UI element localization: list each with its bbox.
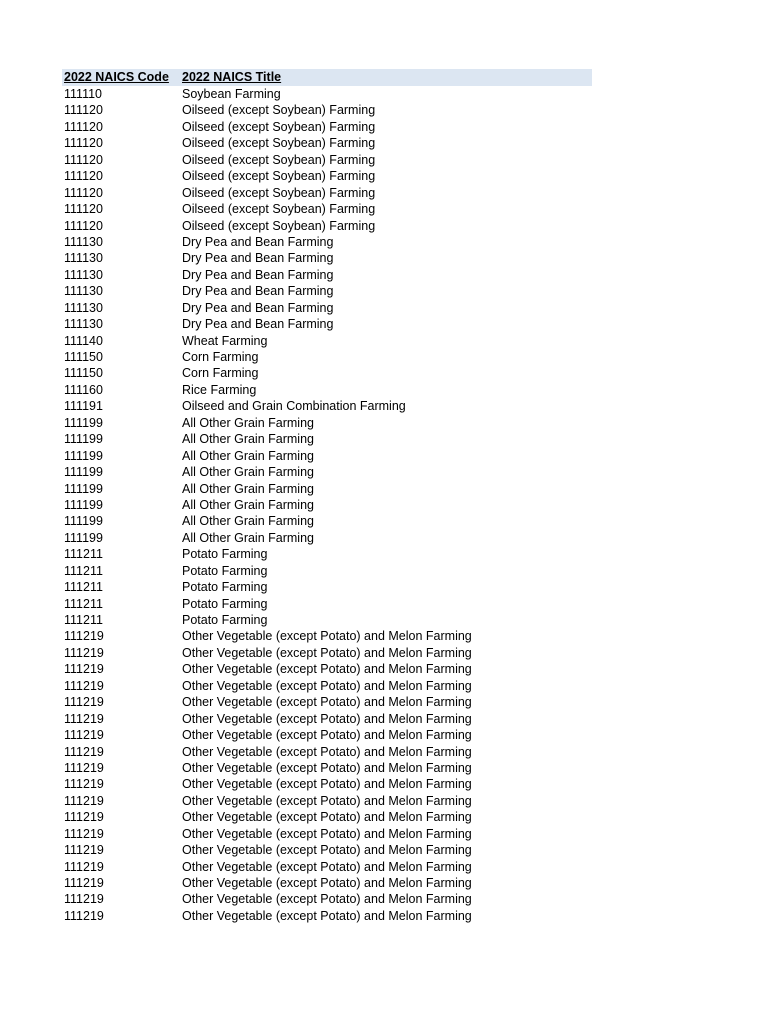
naics-code-cell: 111219 <box>64 645 104 660</box>
naics-title-cell: Oilseed (except Soybean) Farming <box>182 218 376 233</box>
naics-title-cell: Other Vegetable (except Potato) and Melon Farming <box>182 892 472 907</box>
table-row <box>62 809 592 825</box>
naics-code-cell: 111110 <box>64 87 103 101</box>
table-row <box>62 250 592 266</box>
table-row <box>62 218 592 234</box>
table-row <box>62 448 592 464</box>
naics-title-cell: Other Vegetable (except Potato) and Melon Farming <box>182 678 472 693</box>
naics-title-cell: Dry Pea and Bean Farming <box>182 284 334 299</box>
naics-title-cell: Corn Farming <box>182 366 259 381</box>
naics-code-cell: 111120 <box>64 152 103 167</box>
table-body <box>62 86 592 924</box>
naics-code-cell: 111219 <box>64 728 104 743</box>
naics-title-cell: Other Vegetable (except Potato) and Melon Farming <box>182 662 472 677</box>
table-row <box>62 678 592 694</box>
naics-code-cell: 111211 <box>64 596 103 611</box>
naics-code-cell: 111150 <box>64 350 103 364</box>
naics-code-cell: 111199 <box>64 448 103 463</box>
naics-code-cell: 111219 <box>64 760 104 775</box>
naics-code-cell: 111219 <box>64 629 104 644</box>
naics-code-cell: 111130 <box>64 300 103 315</box>
naics-code-cell: 111219 <box>64 744 104 759</box>
table-header-row <box>62 69 592 86</box>
naics-code-cell: 111130 <box>64 251 103 266</box>
naics-title-cell: Oilseed (except Soybean) Farming <box>182 169 376 184</box>
naics-title-cell: Other Vegetable (except Potato) and Melon Farming <box>182 793 472 808</box>
table-row <box>62 530 592 546</box>
naics-code-cell: 111120 <box>64 119 103 134</box>
naics-code-cell: 111120 <box>64 218 103 233</box>
naics-title-cell: Dry Pea and Bean Farming <box>182 317 334 332</box>
naics-code-cell: 111120 <box>64 202 103 217</box>
naics-code-cell: 111199 <box>64 481 103 496</box>
naics-title-cell: All Other Grain Farming <box>182 497 314 512</box>
table-row <box>62 760 592 776</box>
naics-code-cell: 111191 <box>64 399 103 414</box>
naics-title-cell: Potato Farming <box>182 580 268 595</box>
table-row <box>62 201 592 217</box>
naics-code-cell: 111219 <box>64 826 104 841</box>
naics-title-cell: Potato Farming <box>182 563 268 578</box>
naics-code-cell: 111219 <box>64 662 104 677</box>
table-row <box>62 579 592 595</box>
table-row <box>62 563 592 579</box>
naics-title-cell: Other Vegetable (except Potato) and Melon Farming <box>182 810 472 825</box>
table-row <box>62 365 592 381</box>
naics-title-cell: Other Vegetable (except Potato) and Melon Farming <box>182 711 472 726</box>
table-row <box>62 645 592 661</box>
naics-code-cell: 111199 <box>64 432 103 447</box>
naics-table <box>62 69 592 924</box>
table-row <box>62 596 592 612</box>
table-row <box>62 464 592 480</box>
naics-code-cell: 111219 <box>64 793 104 808</box>
naics-title-cell: Other Vegetable (except Potato) and Melon Farming <box>182 876 472 890</box>
naics-title-cell: Other Vegetable (except Potato) and Melon Farming <box>182 826 472 841</box>
naics-title-cell: Oilseed (except Soybean) Farming <box>182 136 376 151</box>
naics-title-cell: Potato Farming <box>182 596 268 611</box>
naics-title-cell: Other Vegetable (except Potato) and Melon Farming <box>182 777 472 792</box>
naics-title-cell: All Other Grain Farming <box>182 514 314 529</box>
table-row <box>62 349 592 365</box>
naics-title-cell: Other Vegetable (except Potato) and Melon Farming <box>182 859 472 874</box>
table-row <box>62 398 592 414</box>
table-row <box>62 694 592 710</box>
table-row <box>62 234 592 250</box>
naics-title-cell: Other Vegetable (except Potato) and Melon Farming <box>182 843 472 858</box>
naics-code-cell: 111211 <box>64 563 103 578</box>
table-row <box>62 333 592 349</box>
naics-title-cell: All Other Grain Farming <box>182 481 314 496</box>
naics-code-cell: 111199 <box>64 415 103 430</box>
naics-title-cell: Potato Farming <box>182 613 268 627</box>
header-naics-title: 2022 NAICS Title <box>182 70 282 84</box>
table-row <box>62 513 592 529</box>
table-row <box>62 875 592 891</box>
table-row <box>62 415 592 431</box>
naics-code-cell: 111219 <box>64 876 104 890</box>
naics-code-cell: 111120 <box>64 103 103 118</box>
table-row <box>62 776 592 792</box>
naics-title-cell: Dry Pea and Bean Farming <box>182 300 334 315</box>
naics-code-cell: 111199 <box>64 497 103 512</box>
naics-code-cell: 111120 <box>64 185 103 200</box>
naics-code-cell: 111219 <box>64 810 104 825</box>
naics-code-cell: 111219 <box>64 843 104 858</box>
table-row <box>62 826 592 842</box>
naics-code-cell: 111211 <box>64 580 103 595</box>
table-row <box>62 497 592 513</box>
naics-title-cell: Dry Pea and Bean Farming <box>182 251 334 266</box>
naics-code-cell: 111140 <box>64 333 103 348</box>
naics-code-cell: 111130 <box>64 284 103 299</box>
naics-code-cell: 111211 <box>64 613 103 627</box>
table-row <box>62 908 592 924</box>
table-row <box>62 431 592 447</box>
table-row <box>62 267 592 283</box>
table-row <box>62 891 592 907</box>
naics-title-cell: All Other Grain Farming <box>182 432 314 447</box>
naics-code-cell: 111130 <box>64 234 103 249</box>
naics-title-cell: Oilseed (except Soybean) Farming <box>182 152 376 167</box>
table-row <box>62 152 592 168</box>
naics-code-cell: 111219 <box>64 678 104 693</box>
naics-title-cell: All Other Grain Farming <box>182 448 314 463</box>
table-row <box>62 135 592 151</box>
table-row <box>62 859 592 875</box>
naics-code-cell: 111199 <box>64 514 103 529</box>
naics-code-cell: 111130 <box>64 267 103 282</box>
table-row <box>62 744 592 760</box>
naics-title-cell: Oilseed (except Soybean) Farming <box>182 103 376 118</box>
naics-code-cell: 111219 <box>64 695 104 710</box>
naics-title-cell: Oilseed (except Soybean) Farming <box>182 119 376 134</box>
table-row <box>62 711 592 727</box>
naics-title-cell: Other Vegetable (except Potato) and Melon Farming <box>182 629 472 644</box>
naics-code-cell: 111199 <box>64 465 103 480</box>
naics-title-cell: Potato Farming <box>182 547 268 562</box>
naics-title-cell: Other Vegetable (except Potato) and Melon Farming <box>182 728 472 743</box>
naics-code-cell: 111120 <box>64 136 103 151</box>
table-row <box>62 185 592 201</box>
naics-title-cell: Other Vegetable (except Potato) and Melon Farming <box>182 744 472 759</box>
header-naics-code: 2022 NAICS Code <box>64 70 169 84</box>
naics-title-cell: Other Vegetable (except Potato) and Melon Farming <box>182 908 472 923</box>
table-row <box>62 842 592 858</box>
table-row <box>62 661 592 677</box>
naics-title-cell: Other Vegetable (except Potato) and Melon Farming <box>182 645 472 660</box>
naics-title-cell: All Other Grain Farming <box>182 415 314 430</box>
table-row <box>62 382 592 398</box>
naics-code-cell: 111219 <box>64 859 104 874</box>
table-row <box>62 612 592 628</box>
naics-title-cell: Dry Pea and Bean Farming <box>182 234 334 249</box>
naics-code-cell: 111219 <box>64 908 104 923</box>
naics-title-cell: All Other Grain Farming <box>182 465 314 480</box>
table-row <box>62 283 592 299</box>
naics-title-cell: All Other Grain Farming <box>182 530 314 545</box>
table-row <box>62 316 592 332</box>
naics-title-cell: Dry Pea and Bean Farming <box>182 267 334 282</box>
table-row <box>62 628 592 644</box>
table-row <box>62 102 592 118</box>
table-row <box>62 727 592 743</box>
naics-code-cell: 111130 <box>64 317 103 332</box>
naics-code-cell: 111211 <box>64 547 103 562</box>
table-row <box>62 300 592 316</box>
naics-code-cell: 111120 <box>64 169 103 184</box>
table-row <box>62 481 592 497</box>
naics-code-cell: 111219 <box>64 711 104 726</box>
naics-title-cell: Soybean Farming <box>182 87 281 101</box>
naics-title-cell: Corn Farming <box>182 350 259 364</box>
naics-code-cell: 111219 <box>64 892 104 907</box>
naics-title-cell: Other Vegetable (except Potato) and Melon Farming <box>182 695 472 710</box>
table-row <box>62 86 592 102</box>
naics-title-cell: Oilseed and Grain Combination Farming <box>182 399 406 414</box>
naics-title-cell: Other Vegetable (except Potato) and Melon Farming <box>182 760 472 775</box>
naics-code-cell: 111219 <box>64 777 104 792</box>
table-row <box>62 119 592 135</box>
naics-title-cell: Wheat Farming <box>182 333 268 348</box>
naics-code-cell: 111150 <box>64 366 103 381</box>
naics-code-cell: 111199 <box>64 530 103 545</box>
naics-title-cell: Rice Farming <box>182 382 257 397</box>
table-row <box>62 168 592 184</box>
table-row <box>62 793 592 809</box>
naics-code-cell: 111160 <box>64 382 103 397</box>
naics-title-cell: Oilseed (except Soybean) Farming <box>182 202 376 217</box>
naics-title-cell: Oilseed (except Soybean) Farming <box>182 185 376 200</box>
table-row <box>62 546 592 562</box>
